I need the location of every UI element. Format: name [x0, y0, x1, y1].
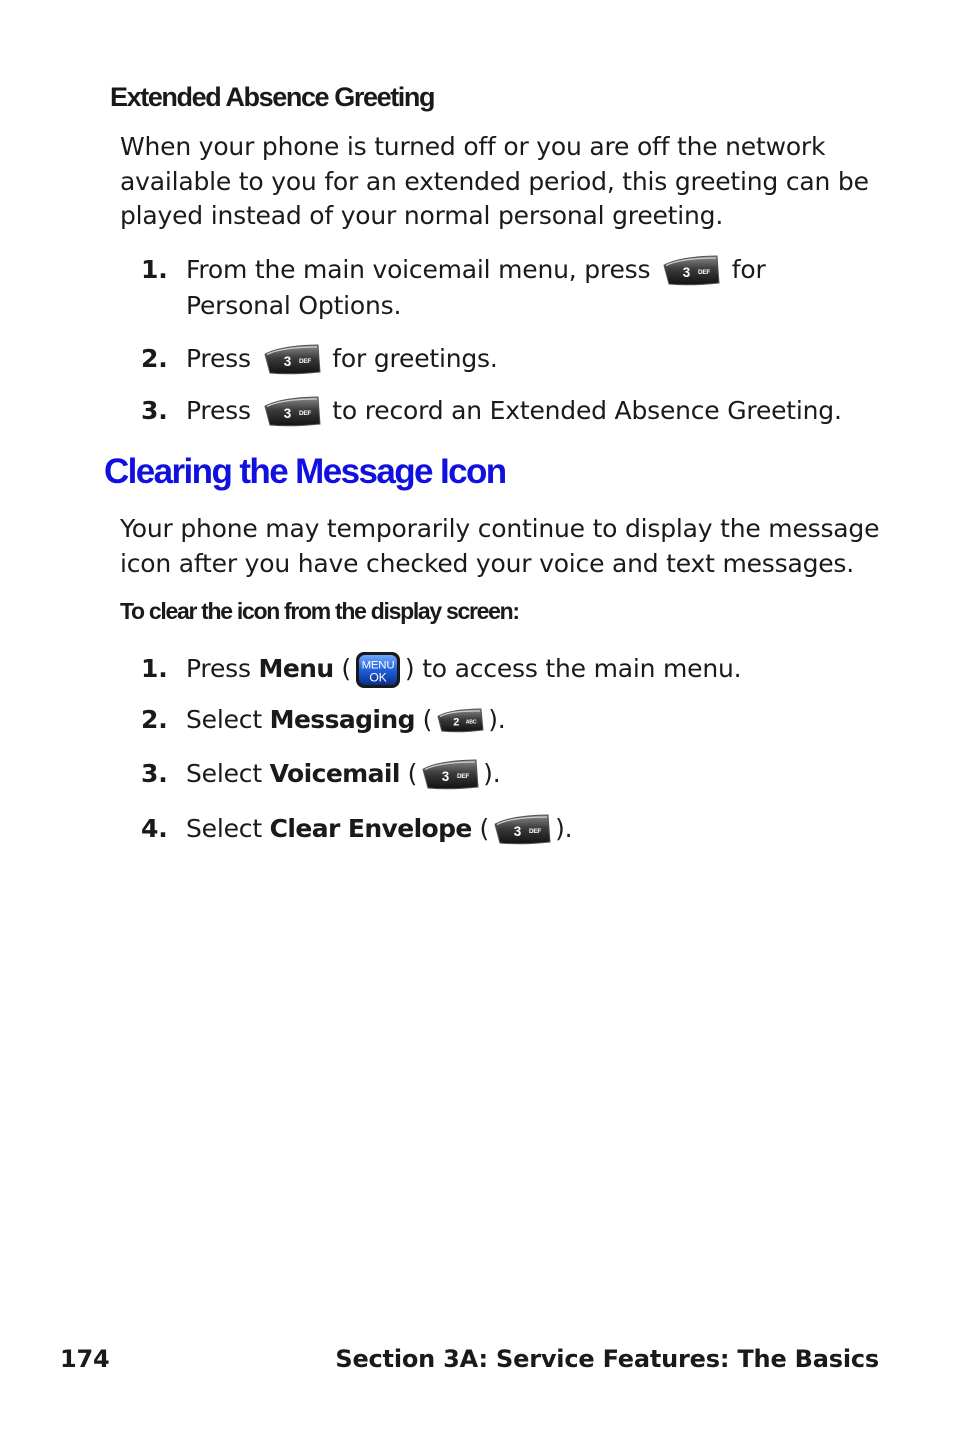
- step-text: [186, 341, 886, 377]
- step-text-pre: Press: [186, 396, 251, 425]
- step-text-post: ) to access the main menu.: [404, 654, 742, 683]
- page-title: Clearing the Message Icon: [104, 452, 506, 491]
- step-bold: Voicemail: [269, 759, 400, 788]
- step-text: [186, 756, 886, 792]
- step-number: 1.: [141, 654, 168, 683]
- step-number: 2.: [141, 344, 168, 373]
- step-text: [186, 811, 886, 847]
- svg-text:OK: OK: [369, 670, 387, 685]
- svg-text:MENU: MENU: [361, 659, 395, 672]
- step-text-pre: Select: [186, 705, 270, 734]
- svg-text:3: 3: [441, 768, 450, 784]
- step-number: 2.: [141, 705, 168, 734]
- three-def-key-icon: [263, 396, 321, 428]
- step-text: [186, 393, 886, 429]
- three-def-key-icon: [421, 759, 479, 791]
- step-text-post: for: [731, 255, 766, 284]
- step-number: 4.: [141, 814, 168, 843]
- step-text-post: ).: [555, 814, 573, 843]
- section-heading: Extended Absence Greeting: [110, 82, 435, 112]
- step-number: 3.: [141, 759, 168, 788]
- paren-open: (: [414, 705, 433, 734]
- paren-open: (: [399, 759, 418, 788]
- three-def-key-icon: [662, 255, 720, 287]
- step-text-post: for greetings.: [332, 344, 498, 373]
- two-abc-key-icon: [436, 708, 484, 734]
- svg-text:DEF: DEF: [529, 828, 542, 836]
- procedure-subheading: To clear the icon from the display screen:: [120, 598, 519, 624]
- step-text: [186, 252, 886, 324]
- three-def-key-icon: [493, 814, 551, 846]
- three-def-key-icon: [263, 344, 321, 376]
- step-bold: Messaging: [269, 705, 415, 734]
- svg-text:DEF: DEF: [298, 410, 311, 418]
- menu-ok-key-icon: [355, 651, 401, 689]
- step-text-post: to record an Extended Absence Greeting.: [332, 396, 842, 425]
- step-number: 3.: [141, 396, 168, 425]
- step-text-post: ).: [483, 759, 501, 788]
- body-paragraph: Your phone may temporarily continue to display the message icon after you have checked your voice and text messages.: [120, 514, 880, 578]
- step-text-line2: Personal Options.: [186, 291, 402, 320]
- svg-text:DEF: DEF: [457, 773, 470, 781]
- step-text: [186, 651, 886, 689]
- svg-text:3: 3: [682, 264, 691, 280]
- step-text-post: ).: [488, 705, 506, 734]
- step-text-pre: Press: [186, 654, 259, 683]
- svg-text:3: 3: [283, 405, 291, 421]
- step-text-pre: Select: [186, 759, 270, 788]
- svg-text:3: 3: [513, 823, 522, 839]
- paren-open: (: [333, 654, 351, 683]
- svg-text:ABC: ABC: [465, 719, 477, 726]
- paren-open: (: [471, 814, 490, 843]
- step-text-pre: From the main voicemail menu, press: [186, 255, 651, 284]
- svg-text:DEF: DEF: [298, 358, 311, 366]
- step-bold: Menu: [258, 654, 334, 683]
- intro-paragraph: When your phone is turned off or you are off the network available to you for an extended period, this greeting can be played instead of your normal personal greeting.: [120, 132, 869, 230]
- step-a1: [141, 252, 881, 324]
- running-footer: Section 3A: Service Features: The Basics: [335, 1345, 879, 1373]
- svg-text:3: 3: [283, 353, 291, 369]
- step-text: [186, 702, 886, 738]
- step-number: 1.: [141, 255, 168, 284]
- svg-text:DEF: DEF: [698, 269, 711, 277]
- svg-text:2: 2: [453, 716, 460, 729]
- step-bold: Clear Envelope: [269, 814, 472, 843]
- step-text-pre: Select: [186, 814, 270, 843]
- page-number: 174: [60, 1345, 110, 1373]
- step-text-pre: Press: [186, 344, 251, 373]
